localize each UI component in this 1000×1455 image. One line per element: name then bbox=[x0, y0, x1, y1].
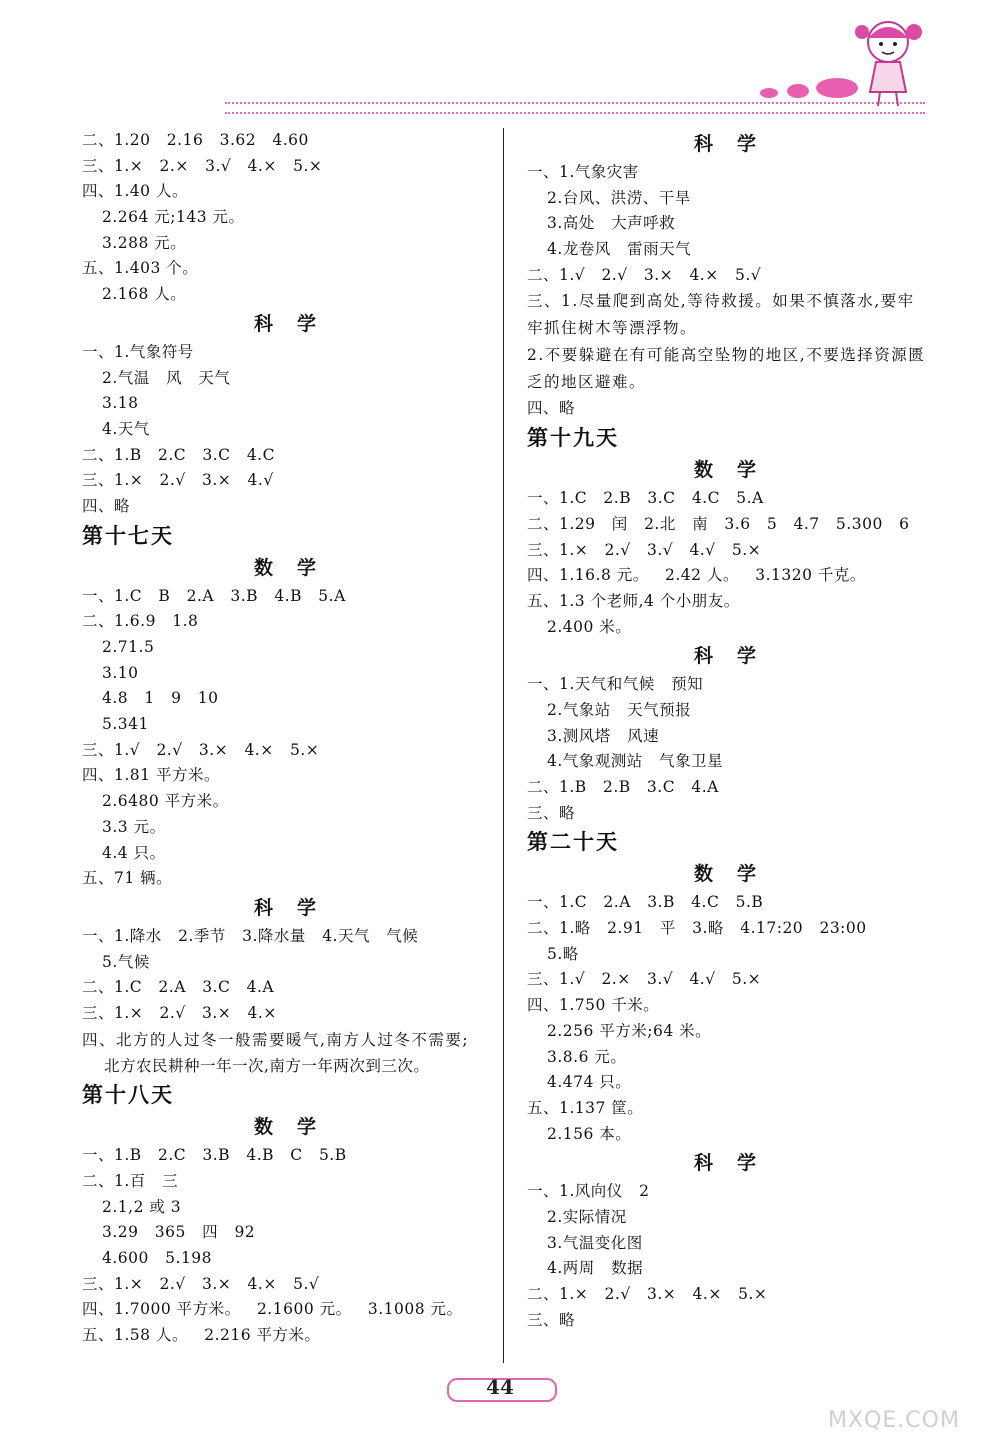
answer-line: 2.气象站 天气预报 bbox=[547, 700, 692, 719]
answer-line: 2.71.5 bbox=[102, 638, 155, 656]
answer-line: 一、1.风向仪 2 bbox=[527, 1182, 650, 1201]
answer-line: 二、1.√ 2.√ 3.× 4.× 5.√ bbox=[527, 265, 762, 284]
answer-line: 4.天气 bbox=[102, 419, 150, 438]
answer-line: 北方农民耕种一年一次,南方一年两次到三次。 bbox=[104, 1056, 430, 1075]
answer-line: 3.288 元。 bbox=[102, 233, 187, 252]
right-column bbox=[527, 128, 927, 1333]
subject-heading: 科学 bbox=[693, 133, 780, 155]
header-decoration bbox=[0, 0, 1000, 125]
subject-heading: 数学 bbox=[693, 863, 780, 886]
answer-line: 3.10 bbox=[102, 663, 139, 682]
subject-heading: 科学 bbox=[253, 312, 340, 335]
left-column bbox=[82, 128, 492, 1349]
answer-line: 一、1.气象符号 bbox=[82, 342, 194, 361]
answer-line: 4.474 只。 bbox=[547, 1073, 632, 1092]
answer-line: 2.264 元;143 元。 bbox=[102, 208, 245, 227]
answer-line: 四、1.16.8 元。 2.42 人。 3.1320 千克。 bbox=[527, 566, 866, 585]
answer-line: 二、1.百 三 bbox=[82, 1172, 179, 1190]
answer-line: 5.341 bbox=[102, 715, 149, 734]
answer-line: 四、1.81 平方米。 bbox=[82, 766, 220, 785]
answer-line: 一、1.降水 2.季节 3.降水量 4.天气 气候 bbox=[82, 926, 419, 945]
day-heading: 第二十天 bbox=[527, 830, 619, 855]
answer-line: 3.29 365 四 92 bbox=[102, 1223, 256, 1242]
answer-line: 三、略 bbox=[527, 1310, 576, 1329]
subject-heading: 数学 bbox=[693, 459, 780, 482]
answer-line: 2.256 平方米;64 米。 bbox=[547, 1021, 712, 1040]
answer-line: 三、1.√ 2.√ 3.× 4.× 5.× bbox=[82, 740, 320, 759]
answer-line: 三、1.× 2.√ 3.√ 4.√ 5.× bbox=[527, 540, 762, 559]
answer-line: 5.气候 bbox=[102, 952, 150, 971]
answer-line: 二、1.C 2.A 3.C 4.A bbox=[82, 978, 275, 997]
day-heading: 第十七天 bbox=[82, 523, 174, 548]
day-heading: 第十八天 bbox=[82, 1083, 174, 1108]
subject-heading: 数学 bbox=[253, 556, 340, 579]
answer-line: 3.测风塔 风速 bbox=[547, 726, 660, 745]
answer-line: 2.6480 平方米。 bbox=[102, 792, 229, 811]
answer-line: 二、1.6.9 1.8 bbox=[82, 612, 199, 631]
answer-line: 2.1,2 或 3 bbox=[102, 1197, 182, 1216]
header-dotted-border bbox=[225, 102, 925, 114]
answer-line: 2.168 人。 bbox=[102, 285, 187, 304]
answer-line: 四、1.750 千米。 bbox=[527, 996, 660, 1015]
answer-line: 二、1.× 2.√ 3.× 4.× 5.× bbox=[527, 1285, 768, 1303]
column-divider bbox=[503, 128, 504, 1363]
answer-line: 2.实际情况 bbox=[547, 1207, 627, 1226]
answer-line: 4.气象观测站 气象卫星 bbox=[547, 752, 724, 771]
answer-line: 2.台风、洪涝、干旱 bbox=[547, 188, 691, 207]
answer-line: 二、1.20 2.16 3.62 4.60 bbox=[82, 131, 309, 149]
answer-line: 2.400 米。 bbox=[547, 617, 632, 636]
answer-line: 二、1.29 闰 2.北 南 3.6 5 4.7 5.300 6 bbox=[527, 514, 910, 533]
subject-heading: 科学 bbox=[253, 896, 340, 919]
answer-line: 五、71 辆。 bbox=[82, 869, 173, 888]
answer-line: 3.8.6 元。 bbox=[547, 1047, 627, 1066]
answer-line: 3.气温变化图 bbox=[547, 1233, 643, 1252]
subject-heading: 科学 bbox=[693, 645, 780, 668]
answer-line: 一、1.气象灾害 bbox=[527, 163, 639, 181]
answer-line: 四、1.7000 平方米。 2.1600 元。 3.1008 元。 bbox=[82, 1300, 463, 1319]
answer-line: 3.高处 大声呼救 bbox=[547, 214, 676, 233]
answer-line: 三、1.× 2.√ 3.× 4.× 5.√ bbox=[82, 1274, 320, 1293]
decor-dot bbox=[787, 84, 809, 98]
answer-line: 三、1.√ 2.× 3.√ 4.√ 5.× bbox=[527, 970, 762, 989]
answer-line: 4.8 1 9 10 bbox=[102, 689, 219, 708]
answer-line: 四、北方的人过冬一般需要暖气,南方人过冬不需要; bbox=[82, 1030, 470, 1049]
answer-line: 五、1.137 筐。 bbox=[527, 1098, 644, 1117]
answer-line: 5.略 bbox=[547, 944, 579, 963]
answer-line: 四、略 bbox=[527, 399, 576, 418]
answer-line: 三、1.× 2.√ 3.× 4.√ bbox=[82, 471, 274, 490]
answer-line: 一、1.B 2.C 3.B 4.B C 5.B bbox=[82, 1146, 347, 1165]
answer-line: 4.600 5.198 bbox=[102, 1249, 213, 1268]
answer-line: 4.4 只。 bbox=[102, 843, 166, 862]
answer-line: 三、1.尽量爬到高处,等待救援。如果不慎落水,要牢牢抓住树木等漂浮物。 bbox=[527, 292, 915, 338]
subject-heading: 数学 bbox=[253, 1116, 340, 1139]
answer-line: 三、略 bbox=[527, 803, 576, 822]
answer-line: 五、1.403 个。 bbox=[82, 259, 199, 278]
decor-dot bbox=[760, 88, 778, 98]
day-heading: 第十九天 bbox=[527, 426, 619, 451]
answer-line: 二、1.略 2.91 平 3.略 4.17:20 23:00 bbox=[527, 919, 867, 938]
answer-line: 一、1.C 2.A 3.B 4.C 5.B bbox=[527, 893, 764, 912]
page-number: 44 bbox=[486, 1375, 514, 1399]
answer-line: 四、略 bbox=[82, 496, 131, 515]
answer-line: 四、1.40 人。 bbox=[82, 182, 188, 201]
answer-line: 五、1.3 个老师,4 个小朋友。 bbox=[527, 591, 740, 610]
girl-mascot-icon bbox=[848, 10, 928, 110]
answer-line: 二、1.B 2.C 3.C 4.C bbox=[82, 445, 275, 464]
answer-line: 二、1.B 2.B 3.C 4.A bbox=[527, 778, 719, 796]
answer-line: 4.两周 数据 bbox=[547, 1259, 644, 1278]
answer-line: 2.气温 风 天气 bbox=[102, 368, 231, 387]
answer-line: 2.156 本。 bbox=[547, 1124, 632, 1143]
answer-line: 一、1.天气和气候 预知 bbox=[527, 675, 704, 694]
answer-line: 3.3 元。 bbox=[102, 817, 166, 836]
answer-line: 4.龙卷风 雷雨天气 bbox=[547, 240, 692, 259]
answer-line: 3.18 bbox=[102, 394, 139, 413]
answer-line: 一、1.C 2.B 3.C 4.C 5.A bbox=[527, 489, 764, 508]
watermark: MXQE.COM bbox=[828, 1408, 960, 1433]
answer-line: 五、1.58 人。 2.216 平方米。 bbox=[82, 1326, 321, 1345]
subject-heading: 科学 bbox=[693, 1152, 780, 1175]
answer-line: 2.不要躲避在有可能高空坠物的地区,不要选择资源匮乏的地区避难。 bbox=[527, 346, 926, 392]
answer-line: 三、1.× 2.× 3.√ 4.× 5.× bbox=[82, 156, 323, 175]
answer-line: 一、1.C B 2.A 3.B 4.B 5.A bbox=[82, 586, 346, 605]
answer-line: 三、1.× 2.√ 3.× 4.× bbox=[82, 1003, 277, 1022]
